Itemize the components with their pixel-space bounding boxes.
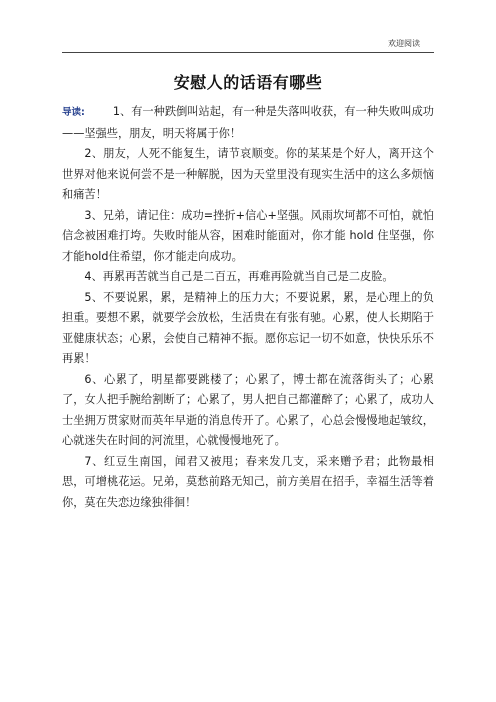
header-note: 欢迎阅读 — [388, 39, 420, 48]
paragraph-4: 4、再累再苦就当自己是二百五，再难再险就当自己是二皮脸。 — [84, 270, 394, 283]
paragraph-5: 5、不要说累，累，是精神上的压力大；不要说累，累，是心理上的负担重。要想不累，就要学会放松，生活贵在有张有驰。心累，使人长期陷于亚健康状态；心累，会使自己精神不振。愿你忘记一切不如意，快快乐乐不再累！ — [62, 290, 434, 365]
paragraph-3: 3、兄弟，请记住：成功=挫折+信心+坚强。风雨坎坷都不可怕，就怕信念被困难打垮。失败时能从容，困难时能面对，你才能 hold 住坚强，你才能hold住希望，你才能走向成功。 — [62, 208, 434, 263]
document-title: 安慰人的话语有哪些 — [173, 73, 323, 92]
paragraph-6: 6、心累了，明星都要跳楼了；心累了，博士都在流落街头了；心累了，女人把手腕给割断了；心累了，男人把自己都灌醉了；心累了，成功人士坐拥万贯家财而英年早逝的消息传开了。心累了，心总会慢慢地起皱纹，心就迷失在时间的河流里，心就慢慢地死了。 — [62, 372, 434, 447]
header-divider — [62, 52, 434, 53]
paragraph-text: 1、有一种跌倒叫站起，有一种是失落叫收获，有一种失败叫成功——坚强些，朋友，明天将属于你！ — [62, 105, 434, 140]
lead-label: 导读: — [62, 107, 85, 118]
paragraph-2: 2、朋友，人死不能复生，请节哀顺变。你的某某是个好人，离开这个世界对他来说何尝不是一种解脱，因为天堂里没有现实生活中的这么多烦恼和痛苦！ — [62, 147, 434, 201]
paragraph-7: 7、红豆生南国，闻君又被甩；春来发几支，采来赠予君；此物最相思，可增桃花运。兄弟，莫愁前路无知己，前方美眉在招手，幸福生活等着你，莫在失恋边缘独徘徊！ — [62, 454, 434, 509]
paragraph-1 — [62, 102, 434, 144]
document-body — [62, 102, 434, 513]
